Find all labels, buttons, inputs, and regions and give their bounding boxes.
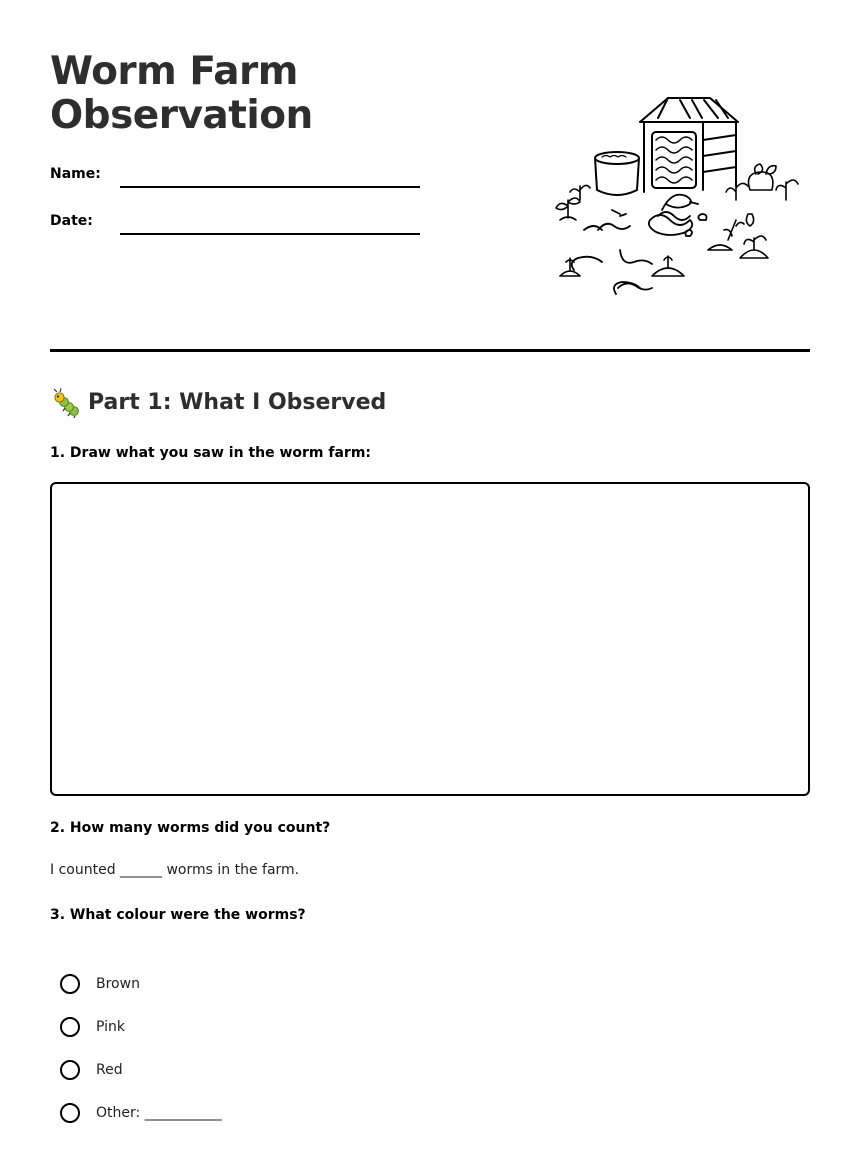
question-3: 3. What colour were the worms? (50, 907, 306, 923)
radio-circle-icon[interactable] (60, 1103, 80, 1123)
title-line-2: Observation (50, 93, 313, 138)
bucket-icon (595, 152, 639, 195)
name-label: Name: (50, 166, 101, 182)
option-label[interactable]: Other: ___________ (96, 1105, 222, 1121)
worm-farm-shed-icon (640, 98, 738, 192)
name-field[interactable] (120, 186, 420, 188)
colour-option-brown[interactable] (60, 974, 140, 994)
section-divider (50, 349, 810, 352)
title-line-1: Worm Farm (50, 49, 298, 94)
radio-circle-icon[interactable] (60, 1060, 80, 1080)
radio-circle-icon[interactable] (60, 974, 80, 994)
colour-option-pink[interactable] (60, 1017, 125, 1037)
colour-option-other[interactable] (60, 1103, 222, 1123)
option-label: Pink (96, 1019, 126, 1035)
radio-circle-icon[interactable] (60, 1017, 80, 1037)
caterpillar-icon (50, 388, 80, 418)
worksheet-title (50, 50, 370, 138)
question-2: 2. How many worms did you count? (50, 820, 331, 836)
drawing-area[interactable] (50, 482, 810, 796)
date-field[interactable] (120, 233, 420, 235)
worm-count-sentence[interactable]: I counted ______ worms in the farm. (50, 862, 300, 878)
option-label: Brown (96, 976, 140, 992)
worm-farm-illustration (540, 90, 810, 305)
plant-icons (556, 164, 798, 258)
option-label: Red (96, 1062, 123, 1078)
question-1: 1. Draw what you saw in the worm farm: (50, 445, 372, 461)
worm-icons (572, 195, 707, 294)
section-heading-text: Part 1: What I Observed (88, 390, 387, 415)
date-label: Date: (50, 213, 93, 229)
colour-option-red[interactable] (60, 1060, 123, 1080)
section-heading-part-1 (50, 388, 386, 418)
